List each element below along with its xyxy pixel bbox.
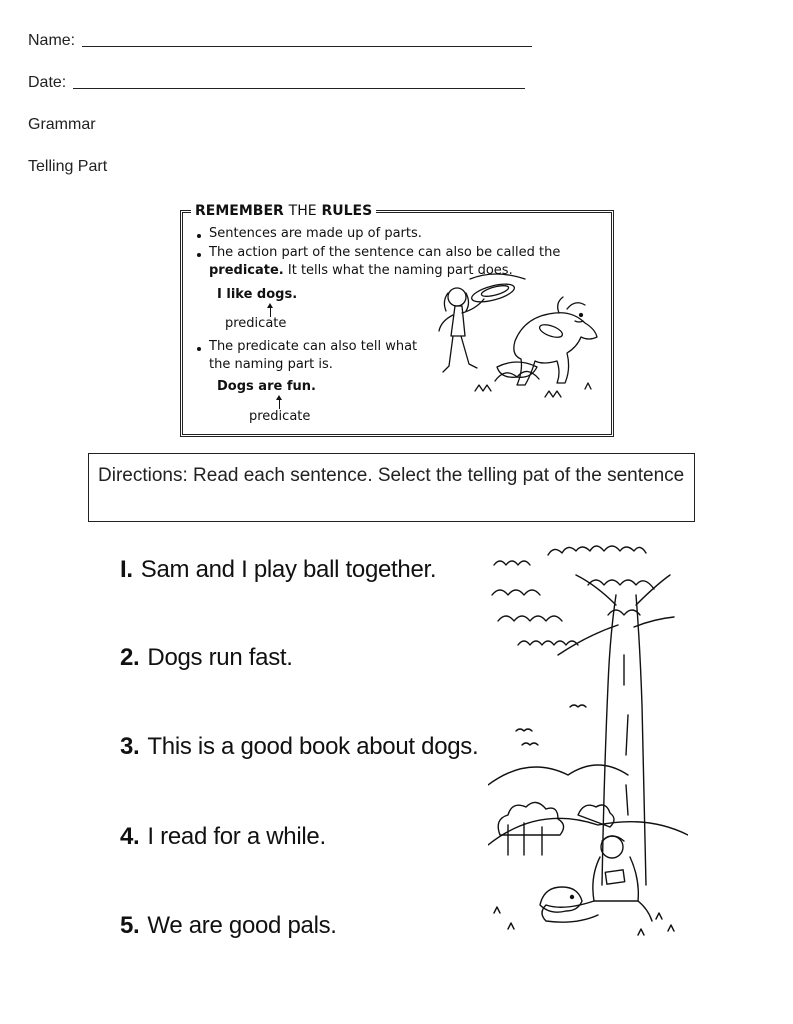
example-sentence-2 bbox=[217, 379, 316, 394]
example-1-subject: I like bbox=[217, 287, 257, 302]
sentence-number: 5. bbox=[120, 912, 140, 939]
sentence-text[interactable]: This is a good book about dogs. bbox=[147, 733, 479, 760]
date-field[interactable] bbox=[28, 74, 525, 92]
sentence-text[interactable]: Dogs run fast. bbox=[147, 644, 293, 671]
name-field[interactable] bbox=[28, 32, 532, 50]
predicate-label-2: predicate bbox=[249, 409, 311, 424]
rule-bullet-1: Sentences are made up of parts. bbox=[209, 226, 422, 241]
example-2-predicate: are fun. bbox=[258, 379, 316, 394]
sentence-number: 3. bbox=[120, 733, 140, 760]
example-sentence-1 bbox=[217, 287, 297, 302]
tree-reading-illustration bbox=[488, 535, 688, 965]
subject-heading: Grammar bbox=[28, 116, 96, 133]
arrow-up-icon bbox=[279, 399, 280, 409]
sentence-text[interactable]: I read for a while. bbox=[147, 823, 326, 850]
sentence-item-5[interactable] bbox=[120, 912, 337, 940]
title-remember: REMEMBER bbox=[195, 203, 284, 219]
sentence-item-4[interactable] bbox=[120, 823, 326, 851]
sentence-text[interactable]: Sam and I play ball together. bbox=[140, 556, 437, 583]
sentence-number: 2. bbox=[120, 644, 140, 671]
sentence-item-2[interactable] bbox=[120, 644, 293, 672]
date-blank-line[interactable] bbox=[73, 87, 525, 89]
bullet-icon bbox=[197, 347, 201, 351]
example-1-predicate: dogs. bbox=[256, 287, 298, 302]
rules-box-title bbox=[191, 203, 376, 219]
girl-and-dog-illustration bbox=[435, 271, 607, 419]
rule-bullet-3-line-1: The predicate can also tell what bbox=[209, 339, 418, 354]
sentence-number: 4. bbox=[120, 823, 140, 850]
remember-the-rules-box bbox=[180, 203, 614, 437]
sentence-text[interactable]: We are good pals. bbox=[147, 912, 337, 939]
topic-heading: Telling Part bbox=[28, 158, 108, 175]
rule-bullet-2-line-1: The action part of the sentence can also be called the bbox=[209, 245, 561, 260]
title-the: THE bbox=[288, 203, 317, 219]
example-2-subject: Dogs bbox=[217, 379, 259, 394]
rule-bullet-2-rest: It tells what the naming part does. bbox=[283, 263, 513, 278]
predicate-term: predicate. bbox=[209, 263, 284, 278]
bullet-icon bbox=[197, 234, 201, 238]
predicate-label-1: predicate bbox=[225, 316, 287, 331]
name-blank-line[interactable] bbox=[82, 45, 532, 47]
sentence-item-1[interactable] bbox=[120, 556, 436, 584]
date-label: Date: bbox=[28, 74, 67, 91]
bullet-icon bbox=[197, 253, 201, 257]
title-rules: RULES bbox=[321, 203, 373, 219]
name-label: Name: bbox=[28, 32, 76, 49]
rule-bullet-3-line-2: the naming part is. bbox=[209, 357, 333, 372]
sentence-number: I. bbox=[120, 556, 133, 583]
sentence-item-3[interactable] bbox=[120, 733, 478, 761]
directions-box: Directions: Read each sentence. Select the telling pat of the sentence bbox=[88, 453, 695, 522]
